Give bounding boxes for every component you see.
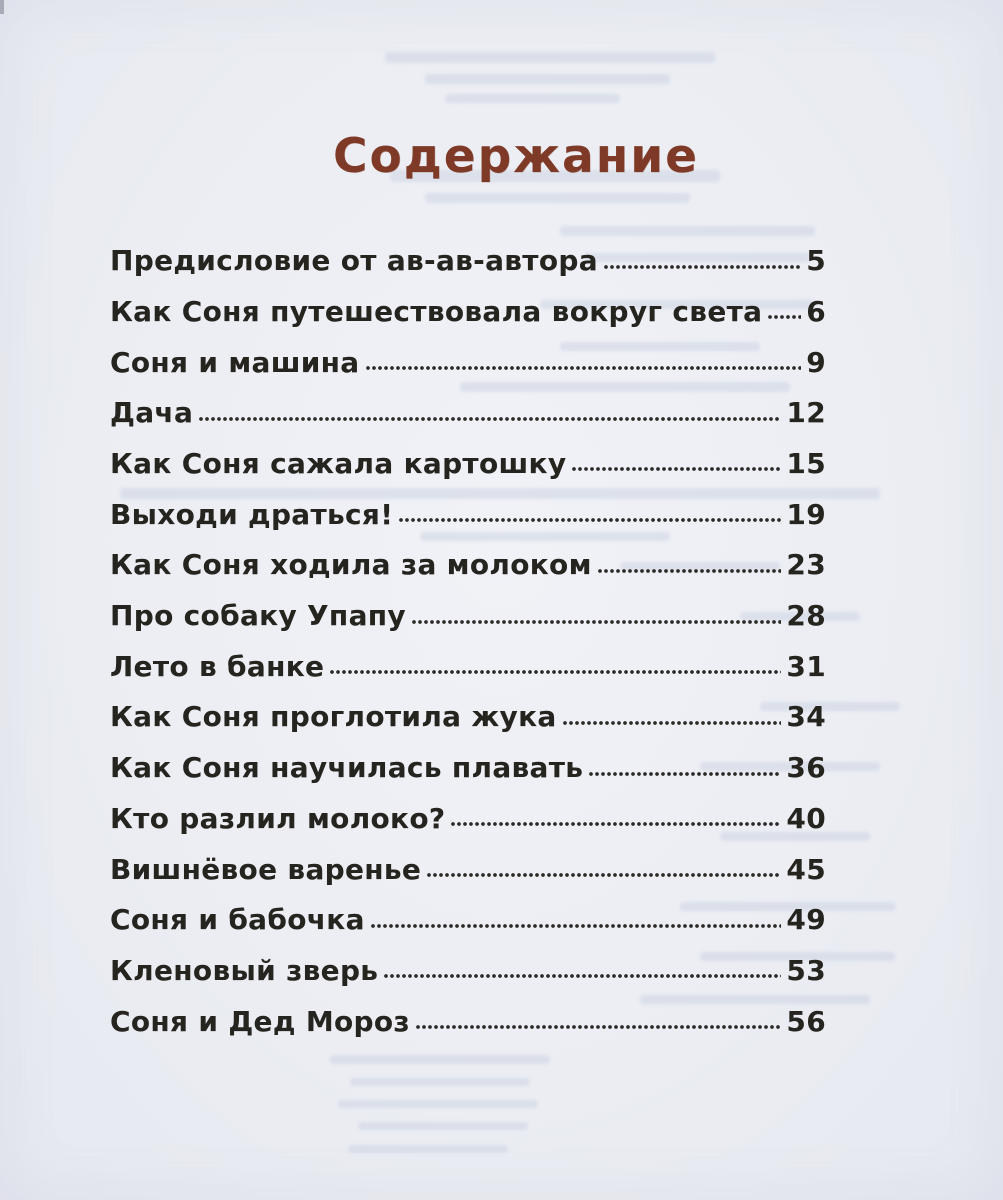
scan-artifact [0,0,4,14]
dotted-leader [370,923,782,929]
toc-entry-title: Про собаку Упапу [110,599,406,633]
toc-entry [110,580,826,631]
toc-page-number: 28 [786,599,826,633]
dotted-leader [450,821,781,827]
dotted-leader [198,416,781,422]
toc-entry [110,377,826,428]
toc-entry-title: Как Соня научилась плавать [110,751,584,785]
toc-page-number: 36 [786,751,826,785]
toc-page-number: 56 [786,1004,826,1038]
toc-entry [110,428,826,479]
toc-page-number: 9 [806,345,826,379]
toc-entry [110,783,826,834]
toc-entry-title: Соня и бабочка [110,903,365,937]
toc-page-number: 40 [786,801,826,835]
toc-entry [110,681,826,732]
toc-page-number: 12 [786,396,826,430]
toc-page-number: 49 [786,903,826,937]
toc-entry-title: Выходи драться! [110,497,394,531]
dotted-leader [767,314,801,320]
toc-entry-title: Соня и машина [110,345,360,379]
toc-entry-title: Как Соня сажала картошку [110,447,567,481]
toc-entry-title: Лето в банке [110,649,325,683]
toc-page-number: 6 [806,294,826,328]
toc-entry [110,225,826,276]
toc-entry-title: Как Соня путешествовала вокруг света [110,294,763,328]
dotted-leader [562,720,782,726]
toc-entry [110,529,826,580]
toc-entry-title: Вишнёвое варенье [110,852,422,886]
toc-page-number: 23 [786,548,826,582]
toc-page-number: 31 [786,649,826,683]
toc-entry-title: Предисловие от ав-ав-автора [110,244,598,278]
dotted-leader [383,973,781,979]
table-of-contents [110,225,826,1036]
toc-entry [110,884,826,935]
dotted-leader [411,619,781,625]
dotted-leader [603,264,801,270]
page-title: Содержание [333,129,700,185]
toc-entry [110,833,826,884]
toc-entry [110,935,826,986]
toc-page-number: 34 [786,700,826,734]
toc-entry [110,732,826,783]
dotted-leader [571,466,781,472]
toc-entry-title: Как Соня проглотила жука [110,700,557,734]
toc-entry [110,478,826,529]
toc-page-number: 45 [786,852,826,886]
dotted-leader [415,1024,781,1030]
dotted-leader [426,872,781,878]
toc-entry-title: Кленовый зверь [110,953,379,987]
dotted-leader [597,568,782,574]
toc-entry [110,326,826,377]
toc-page-number: 15 [786,447,826,481]
toc-entry-title: Кто разлил молоко? [110,801,446,835]
toc-entry-title: Дача [110,396,194,430]
toc-entry [110,276,826,327]
toc-entry [110,985,826,1036]
toc-page-number: 53 [786,953,826,987]
toc-page-number: 5 [806,244,826,278]
toc-entry-title: Как Соня ходила за молоком [110,548,592,582]
toc-page-number: 19 [786,497,826,531]
toc-entry-title: Соня и Дед Мороз [110,1004,410,1038]
dotted-leader [329,669,781,675]
dotted-leader [398,517,781,523]
dotted-leader [365,365,802,371]
dotted-leader [588,771,781,777]
toc-entry [110,631,826,682]
